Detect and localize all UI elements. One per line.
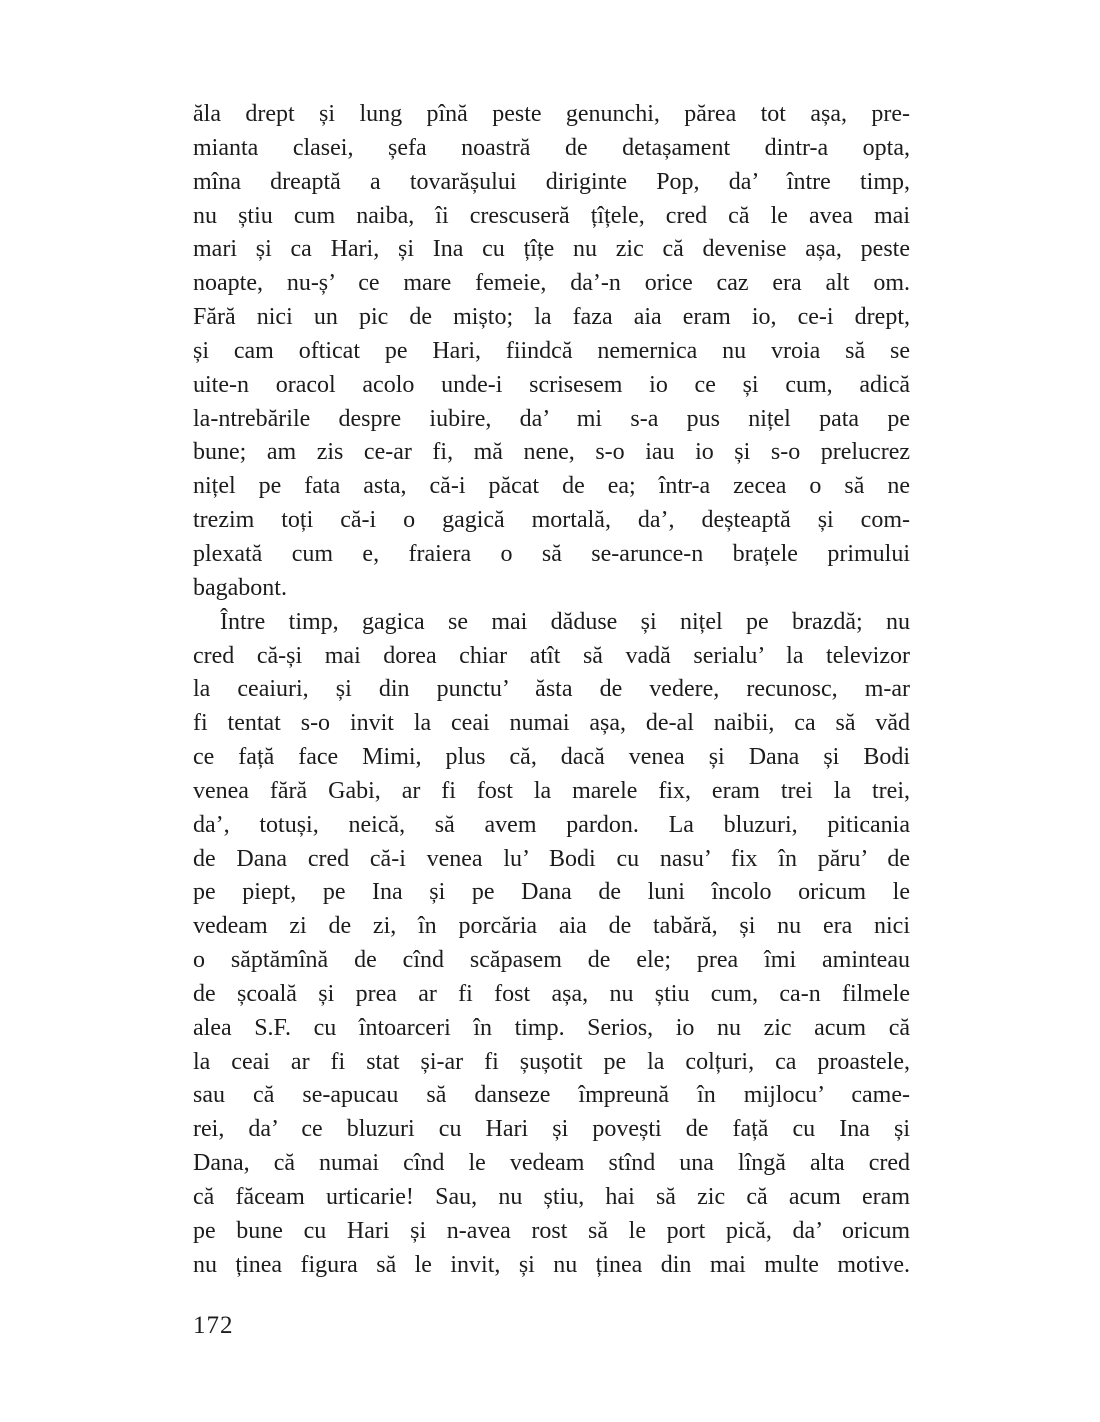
text-line: ăla drept și lung pînă peste genunchi, părea tot așa, pre- xyxy=(193,101,910,127)
text-line: trezim toți că-i o gagică mortală, da’, deșteaptă și com- xyxy=(193,507,910,534)
text-line: ce față face Mimi, plus că, dacă venea și Dana și Bodi xyxy=(193,744,910,771)
text-line: bagabont. xyxy=(193,574,287,601)
text-line: bune; am zis ce-ar fi, mă nene, s-o iau io și s-o prelucrez xyxy=(193,439,910,466)
text-line: venea fără Gabi, ar fi fost la marele fix, eram trei la trei, xyxy=(193,777,910,804)
text-line: fi tentat s-o invit la ceai numai așa, de-al naibii, ca să văd xyxy=(193,710,910,737)
text-line: și cam ofticat pe Hari, fiindcă nemernica nu vroia să se xyxy=(193,337,910,364)
text-line: mari și ca Hari, și Ina cu țîțe nu zic că devenise așa, peste xyxy=(193,236,910,263)
text-line: la ceai ar fi stat și-ar fi șușotit pe la colțuri, ca proastele, xyxy=(193,1048,910,1075)
paragraph xyxy=(193,606,910,1283)
text-line: cred că-și mai dorea chiar atît să vadă serialu’ la televizor xyxy=(193,642,910,669)
text-line: mîna dreaptă a tovarășului diriginte Pop, da’ între timp, xyxy=(193,168,910,195)
text-line: noapte, nu-ș’ ce mare femeie, da’-n orice caz era alt om. xyxy=(193,270,910,297)
text-line: Dana, că numai cînd le vedeam stînd una lîngă alta cred xyxy=(193,1150,910,1177)
text-line: nițel pe fata asta, că-i păcat de ea; într-a zecea o să ne xyxy=(193,473,910,500)
text-line: mianta clasei, șefa noastră de detașament dintr-a opta, xyxy=(193,134,910,161)
text-line: sau că se-apucau să danseze împreună în mijlocu’ came- xyxy=(193,1082,910,1109)
text-line: că făceam urticarie! Sau, nu știu, hai să zic că acum eram xyxy=(193,1184,910,1210)
text-line: la ceaiuri, și din punctu’ ăsta de vedere, recunosc, m-ar xyxy=(193,676,910,703)
text-line: uite-n oracol acolo unde-i scrisesem io ce și cum, adică xyxy=(193,371,910,398)
text-line: rei, da’ ce bluzuri cu Hari și povești de față cu Ina și xyxy=(193,1116,910,1143)
text-line: da’, totuși, neică, să avem pardon. La bluzuri, piticania xyxy=(193,811,910,838)
text-column xyxy=(193,98,910,1283)
text-line: pe bune cu Hari și n-avea rost să le port pică, da’ oricum xyxy=(193,1217,910,1244)
text-line: de Dana cred că-i venea lu’ Bodi cu nasu’ fix în păru’ de xyxy=(193,845,910,872)
page-number: 172 xyxy=(193,1312,234,1339)
text-line: plexată cum e, fraiera o să se-arunce-n brațele primului xyxy=(193,540,910,567)
text-line: alea S.F. cu întoarceri în timp. Serios, io nu zic acum că xyxy=(193,1014,910,1041)
text-line: vedeam zi de zi, în porcăria aia de tabără, și nu era nici xyxy=(193,913,910,940)
text-line: nu ținea figura să le invit, și nu ținea din mai multe motive. xyxy=(193,1251,910,1278)
text-line: o săptămînă de cînd scăpasem de ele; prea îmi aminteau xyxy=(193,947,910,974)
text-line: la-ntrebările despre iubire, da’ mi s-a pus nițel pata pe xyxy=(193,405,910,432)
text-line: pe piept, pe Ina și pe Dana de luni încolo oricum le xyxy=(193,879,910,906)
text-line: Între timp, gagica se mai dăduse și nițel pe brazdă; nu xyxy=(220,608,910,635)
text-line: nu știu cum naiba, îi crescuseră țîțele, cred că le avea mai xyxy=(193,202,910,229)
text-line: de școală și prea ar fi fost așa, nu știu cum, ca-n filmele xyxy=(193,980,910,1007)
text-line: Fără nici un pic de mișto; la faza aia eram io, ce-i drept, xyxy=(193,304,910,331)
paragraph xyxy=(193,98,910,606)
